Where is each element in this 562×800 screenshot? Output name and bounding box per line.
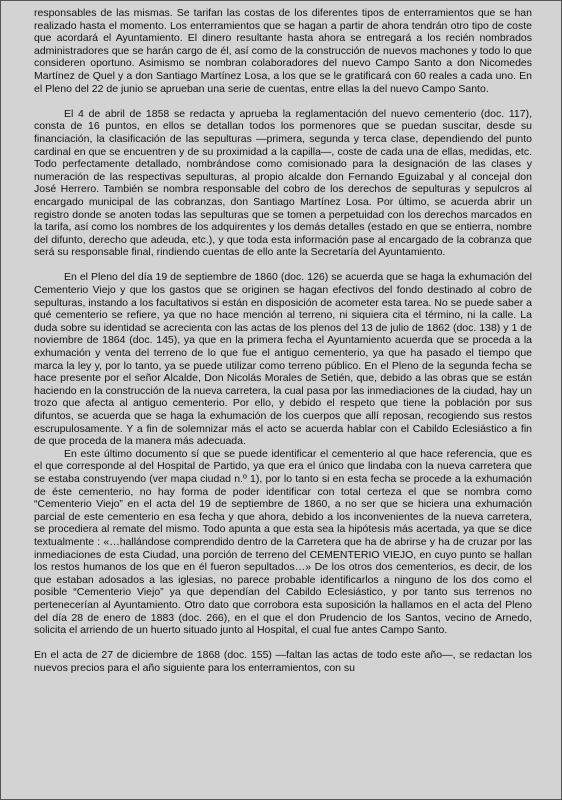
paragraph-2: El 4 de abril de 1858 se redacta y aprueba la reglamentación del nuevo cementerio (doc. 117), consta de 16 puntos, en ellos se detallan todos los pormenores que se puedan suscitar, desde su financiación, la clasificación de las sepulturas —primera, segunda y terca clase, dependiendo del punto cardinal en que se encuentren y de su proximidad a la capilla—, coste de cada una de ellas, medidas, etc. Todo perfectamente detallado, nombrándose como comisionado para la designación de las clases y numeración de las respectivas sepulturas, al propio alcalde don Fernando Eguizabal y al concejal don José Herrero. También se nombra responsable del cobro de los derechos de sepulturas y sepulcros al encargado municipal de las cobranzas, don Santiago Martínez Losa. Por último, se acuerda abrir un registro donde se anoten todas las sepulturas que se tomen a perpetuidad con los derechos marcados en la tarifa, así como los nombres de los adquirentes y los demás detalles (estado en que se entierra, nombre del difunto, derecho que adeuda, etc.), y que toda esta información pase al encargado de la cobranza que será su responsable final, rindiendo cuentas de ello ante la Secretaría del Ayuntamiento. [34, 107, 532, 259]
paragraph-1: responsables de las mismas. Se tarifan las costas de los diferentes tipos de enterramientos que se han realizado hasta el momento. Los enterramientos que se hagan a partir de ahora tendrán otro tipo de coste que acordará el Ayuntamiento. El dinero resultante hasta ahora se entregará a los recién nombrados administradores que se harán cargo de él, así como de la construcción de nuevos machones y todo lo que consideren oportuno. Asimismo se nombran colaboradores del nuevo Campo Santo a don Nicomedes Martínez de Quel y a don Santiago Martínez Losa, a los que se le gratificará con 60 reales a cada uno. En el Pleno del 22 de junio se aprueban una serie de cuentas, entre ellas la del nuevo Campo Santo. [34, 7, 532, 95]
document-body [34, 7, 532, 795]
paragraph-4: En este último documento sí que se puede identificar el cementerio al que hace referencia, que es el que corresponde al del Hospital de Partido, ya que era el único que lindaba con la nueva carretera que se estaba construyendo (ver mapa ciudad n.º 1), por lo tanto si en esta fecha se procede a la exhumación de éste cementerio, no hay forma de poder identificar con total certeza el que se nombra como “Cementerio Viejo” en el acta del 19 de septiembre de 1860, a no ser que se hiciera una exhumación parcial de este cementerio en esa fecha y que ahora, debido a los inconvenientes de la nueva carretera, se procediera al remate del mismo. Todo apunta a que esta sea la hipótesis más acertada, ya que se dice textualmente : «…hallándose comprendido dentro de la Carretera que ha de abrirse y ha de cruzar por las inmediaciones de esta Ciudad, una porción de terreno del CEMENTERIO VIEJO, en cuyo punto se hallan los restos humanos de los que en él fueron sepultados…» De los otros dos cementerios, es decir, de los que estaban adosados a las iglesias, no parece probable identificarlos a ninguno de los dos como el posible “Cementerio Viejo” ya que dependían del Cabildo Eclesiástico, y por tanto sus terrenos no pertenecerían al Ayuntamiento. Otro dato que corrobora esta suposición la hallamos en el acta del Pleno del día 28 de enero de 1883 (doc. 266), en el que el don Prudencio de los Santos, vecino de Arnedo, solicita el arriendo de un huerto situado junto al Hospital, el cual fue antes Campo Santo. [34, 447, 532, 637]
paragraph-5: En el acta de 27 de diciembre de 1868 (doc. 155) —faltan las actas de todo este año—, se redactan los nuevos precios para el año siguiente para los enterramientos, con su [34, 649, 532, 674]
paragraph-3: En el Pleno del día 19 de septiembre de 1860 (doc. 126) se acuerda que se haga la exhumación del Cementerio Viejo y que los gastos que se originen se hagan efectivos del fondo destinado al cobro de sepulturas, instando a los facultativos si están en disposición de acometer esta tarea. No se puede saber a qué cementerio se refiere, ya que no hace mención al terreno, ni siquiera cita el término, ni la calle. La duda sobre su identidad se acrecienta con las actas de los plenos del 13 de julio de 1862 (doc. 138) y 1 de noviembre de 1864 (doc. 145), ya que en la primera fecha el Ayuntamiento acuerda que se proceda a la exhumación y venta del terreno de lo que fue el antiguo cementerio, ya que ha pasado el tiempo que marca la ley y, por lo tanto, ya se puede utilizar como terreno público. En el Pleno de la segunda fecha se hace presente por el señor Alcalde, Don Nicolás Morales de Setién, que, debido a las obras que se están haciendo en la construcción de la nueva carretera, la cual pasa por las inmediaciones de la ciudad, hay un trozo que afecta al antiguo cementerio. Por ello, y debido el respeto que tiene la población por sus difuntos, se acuerda que se haga la exhumación de los cuerpos que allí reposan, recogiendo sus restos escrupulosamente. Y a fin de solemnizar más el acto se acuerda hablar con el Cabildo Eclesiástico a fin de que proceda de la manera más adecuada. [34, 271, 532, 448]
